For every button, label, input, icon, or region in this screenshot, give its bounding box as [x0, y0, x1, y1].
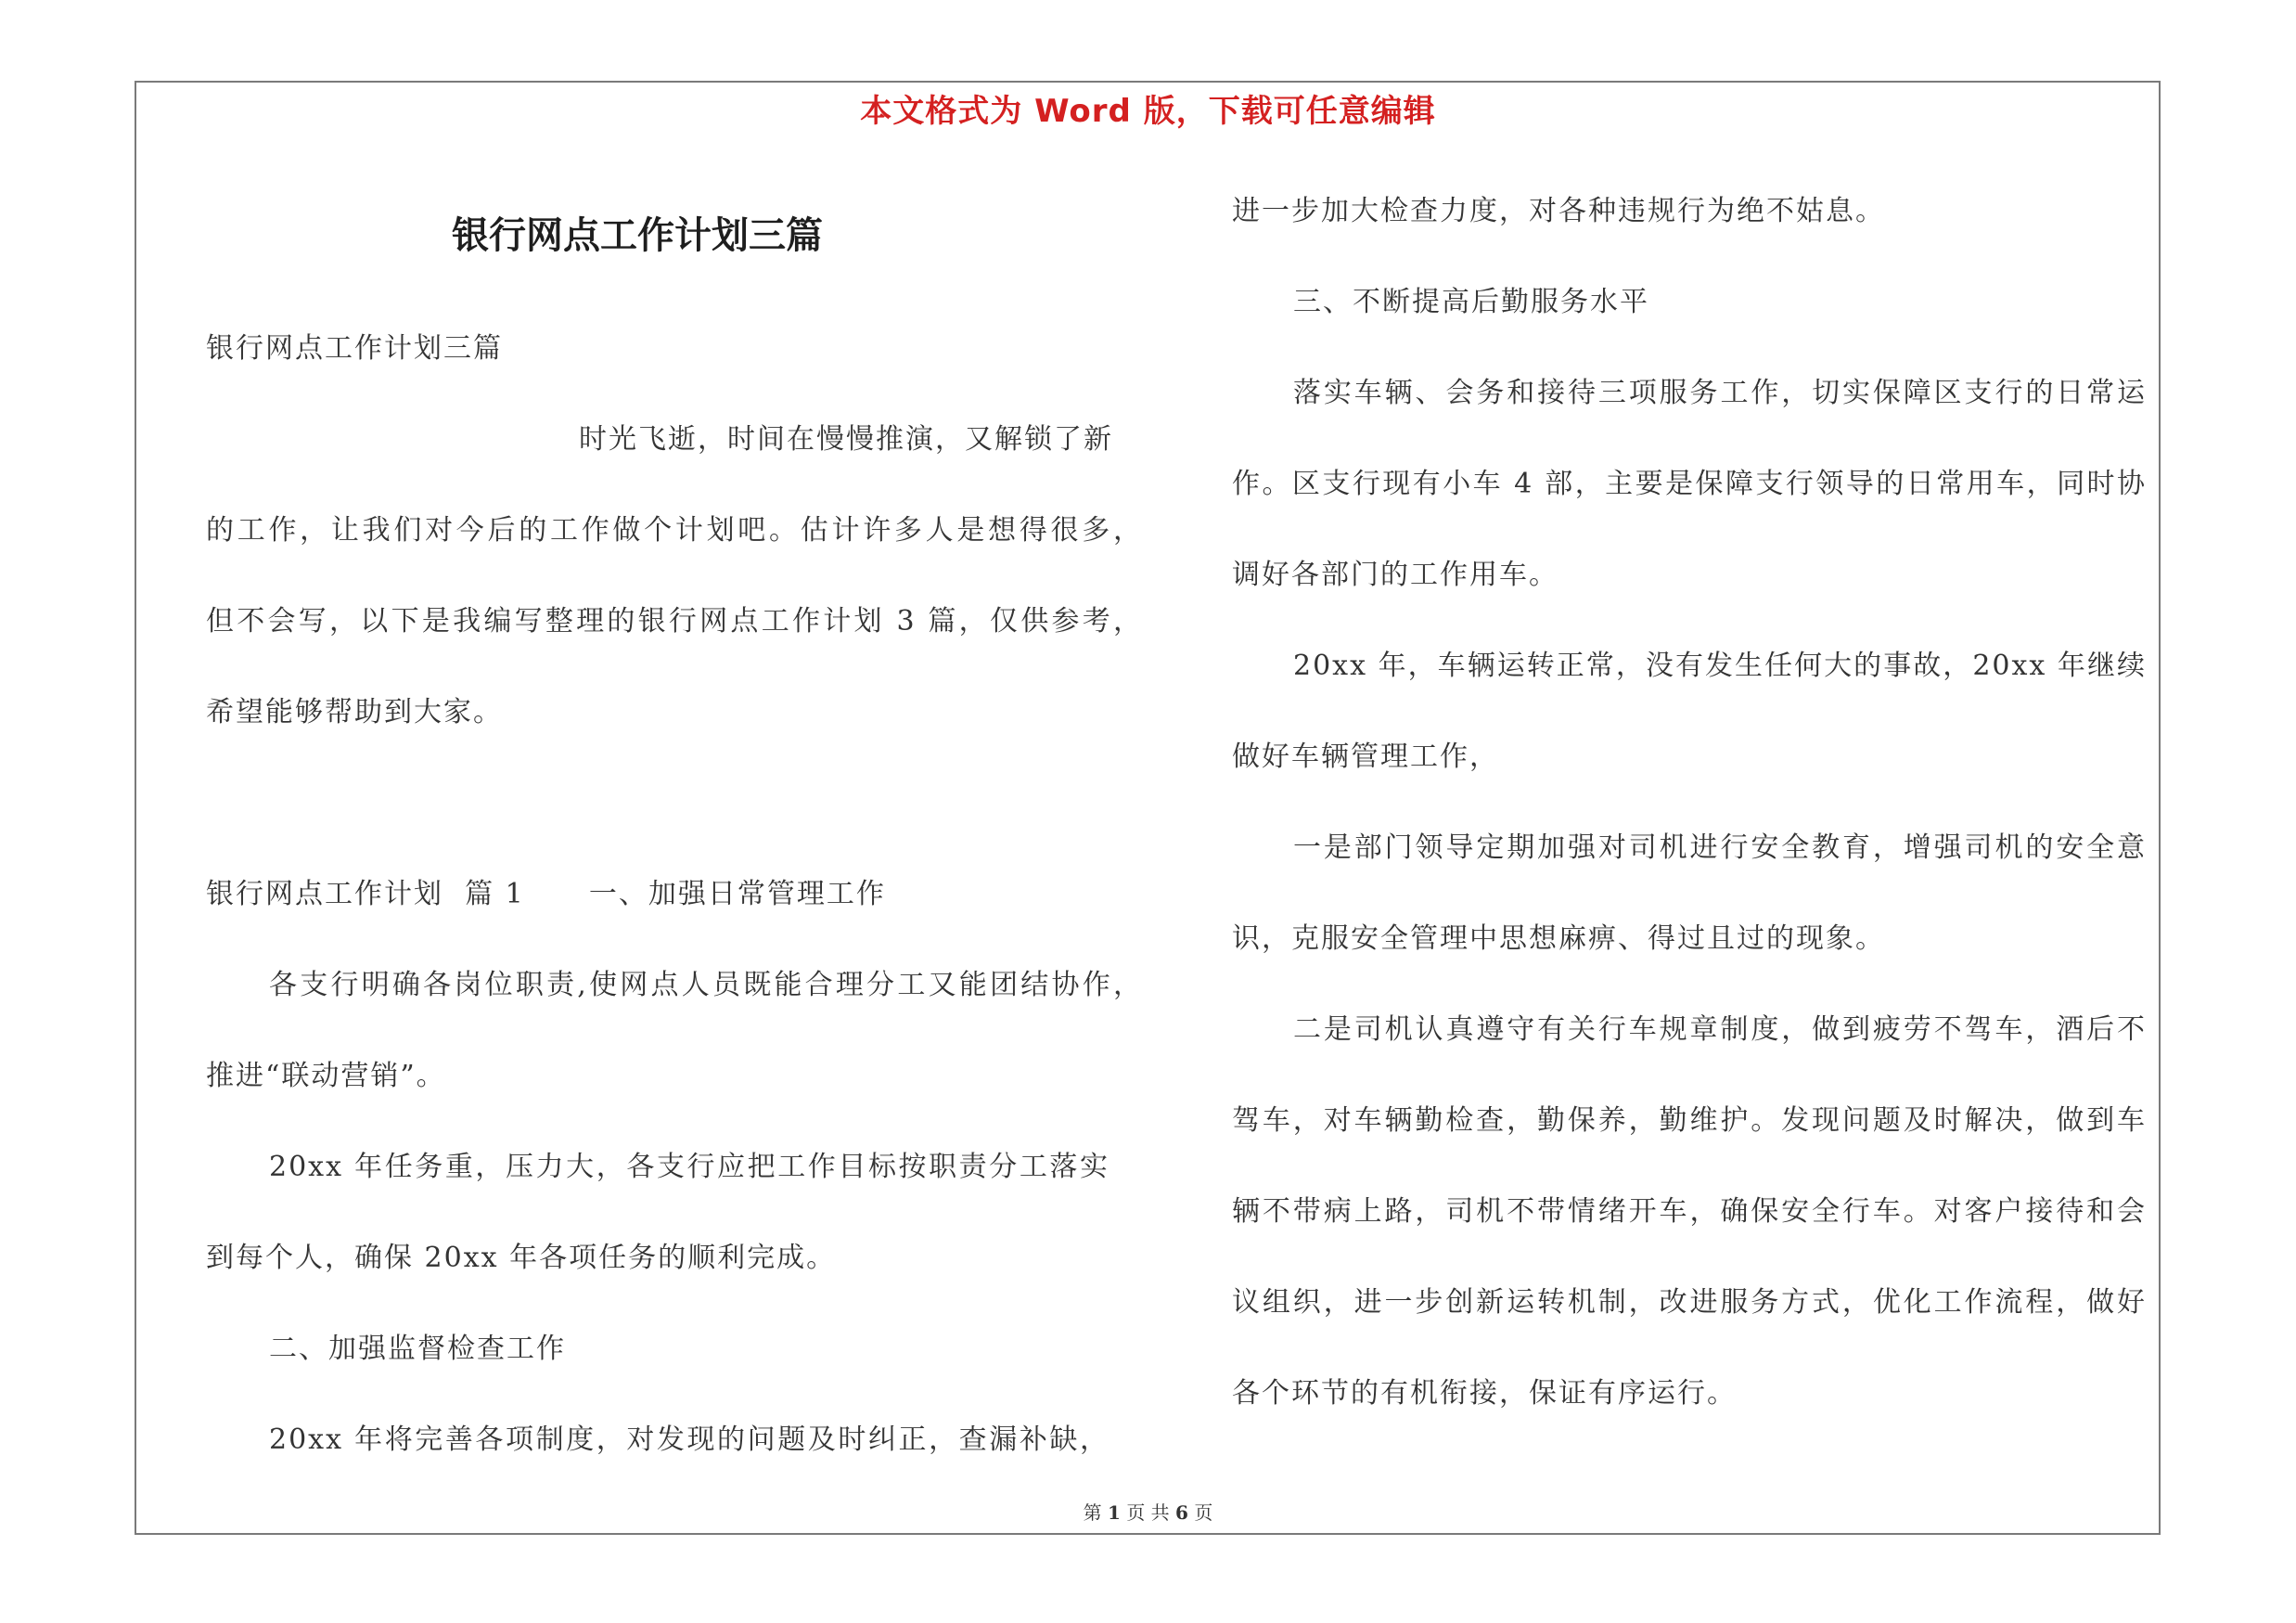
paragraph-line: 时光飞逝，时间在慢慢推演，又解锁了新: [579, 423, 1113, 456]
section-heading: 银行网点工作计划 篇 1 一、加强日常管理工作: [206, 878, 886, 910]
paragraph-line: 的工作，让我们对今后的工作做个计划吧。估计许多人是想得很多，: [206, 514, 1143, 547]
paragraph-line: 推进“联动营销”。: [206, 1060, 446, 1092]
page-suffix: 页: [1194, 1501, 1213, 1524]
section-heading: 二、加强监督检查工作: [269, 1333, 566, 1365]
page-prefix: 第: [1083, 1501, 1102, 1524]
total-page-number: 6: [1175, 1501, 1188, 1524]
paragraph-line: 落实车辆、会务和接待三项服务工作，切实保障区支行的日常运: [1293, 377, 2147, 409]
paragraph-line: 做好车辆管理工作，: [1232, 741, 1499, 773]
paragraph-line: 驾车，对车辆勤检查，勤保养，勤维护。发现问题及时解决，做到车: [1232, 1104, 2147, 1137]
paragraph-line: 20xx 年，车辆运转正常，没有发生任何大的事故，20xx 年继续: [1293, 650, 2147, 682]
current-page-number: 1: [1108, 1501, 1121, 1524]
paragraph-line: 希望能够帮助到大家。: [206, 696, 503, 728]
paragraph-line: 辆不带病上路，司机不带情绪开车，确保安全行车。对客户接待和会: [1232, 1195, 2147, 1228]
paragraph-line: 作。区支行现有小车 4 部，主要是保障支行领导的日常用车，同时协: [1232, 468, 2147, 500]
paragraph-line: 进一步加大检查力度，对各种违规行为绝不姑息。: [1232, 195, 1885, 227]
paragraph-line: 识，克服安全管理中思想麻痹、得过且过的现象。: [1232, 922, 1885, 955]
paragraph-line: 一是部门领导定期加强对司机进行安全教育，增强司机的安全意: [1293, 831, 2147, 864]
page-middle: 页 共: [1126, 1501, 1170, 1524]
paragraph-line: 20xx 年任务重，压力大，各支行应把工作目标按职责分工落实: [269, 1151, 1110, 1183]
document-title: 银行网点工作计划三篇: [452, 214, 823, 257]
paragraph-line: 调好各部门的工作用车。: [1232, 559, 1558, 591]
paragraph-line: 二是司机认真遵守有关行车规章制度，做到疲劳不驾车，酒后不: [1293, 1013, 2147, 1046]
paragraph-line: 但不会写，以下是我编写整理的银行网点工作计划 3 篇，仅供参考，: [206, 605, 1143, 638]
paragraph-line: 各个环节的有机衔接，保证有序运行。: [1232, 1377, 1737, 1410]
section-heading: 三、不断提高后勤服务水平: [1293, 286, 1649, 318]
page-indicator: [0, 1498, 2296, 1525]
paragraph-line: 各支行明确各岗位职责,使网点人员既能合理分工又能团结协作，: [269, 969, 1143, 1001]
paragraph-line: 银行网点工作计划三篇: [206, 332, 503, 365]
paragraph-line: 20xx 年将完善各项制度，对发现的问题及时纠正，查漏补缺，: [269, 1423, 1110, 1456]
paragraph-line: 到每个人，确保 20xx 年各项任务的顺利完成。: [206, 1242, 837, 1274]
editable-notice-banner: 本文格式为 Word 版，下载可任意编辑: [860, 93, 1436, 130]
paragraph-line: 议组织，进一步创新运转机制，改进服务方式，优化工作流程，做好: [1232, 1286, 2147, 1319]
